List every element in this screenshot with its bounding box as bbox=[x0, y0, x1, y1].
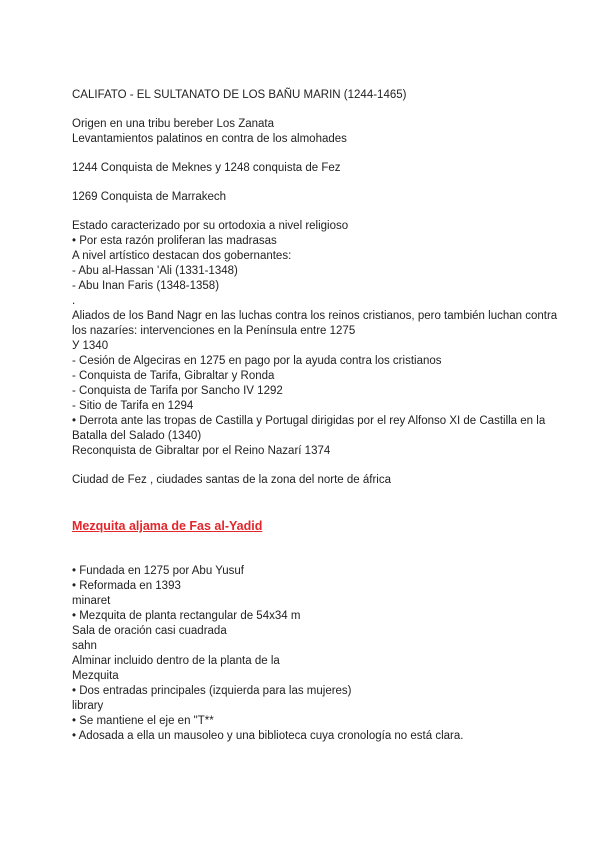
mosque-item: • Adosada a ella un mausoleo y una biblioteca cuya cronología no está clara. bbox=[72, 730, 464, 742]
mosque-item: Alminar incluido dentro de la planta de la bbox=[72, 655, 280, 667]
state-line: - Abu al-Hassan 'Ali (1331-1348) bbox=[72, 265, 238, 277]
mosque-item: Sala de oración casi cuadrada bbox=[72, 625, 227, 637]
alliances-paragraph: Aliados de los Band Nagr en las luchas contra los reinos cristianos, pero también luchan contra los nazaríes: intervenciones en la Península entre 1275 bbox=[72, 310, 558, 337]
alliances-item: - Sitio de Tarifa en 1294 bbox=[72, 400, 194, 412]
mosque-list bbox=[72, 564, 572, 744]
origin-line: Origen en una tribu bereber Los Zanata bbox=[72, 118, 275, 130]
defeat-paragraph: • Derrota ante las tropas de Castilla y Portugal dirigidas por el rey Alfonso XI de Castilla en la Batalla del Salado (1340) bbox=[72, 415, 546, 442]
mosque-item: library bbox=[72, 700, 104, 712]
alliances-item: - Conquista de Tarifa por Sancho IV 1292 bbox=[72, 385, 283, 397]
uprisings-line: Levantamientos palatinos en contra de los almohades bbox=[72, 133, 347, 145]
conquest-1244-line: 1244 Conquista de Meknes y 1248 conquista de Fez bbox=[72, 162, 341, 174]
document-body bbox=[72, 88, 572, 744]
mosque-item: • Fundada en 1275 por Abu Yusuf bbox=[72, 565, 244, 577]
mosque-item: sahn bbox=[72, 640, 97, 652]
alliances-item: У 1340 bbox=[72, 340, 109, 352]
alliances-list bbox=[72, 339, 572, 414]
alliances-item: - Conquista de Tarifa, Gibraltar y Ronda bbox=[72, 370, 275, 382]
mosque-item: • Se mantiene el eje en "T** bbox=[72, 715, 214, 727]
mosque-heading: Mezquita aljama de Fas al-Yadid bbox=[72, 519, 263, 533]
state-line: . bbox=[72, 295, 76, 307]
mosque-item: • Dos entradas principales (izquierda para las mujeres) bbox=[72, 685, 352, 697]
mosque-item: • Mezquita de planta rectangular de 54x34 m bbox=[72, 610, 301, 622]
state-line: - Abu Inan Faris (1348-1358) bbox=[72, 280, 220, 292]
reconquest-line: Reconquista de Gibraltar por el Reino Nazarí 1374 bbox=[72, 445, 331, 457]
conquest-1269-line: 1269 Conquista de Marrakech bbox=[72, 191, 227, 203]
mosque-item: Mezquita bbox=[72, 670, 119, 682]
fez-line: Ciudad de Fez , ciudades santas de la zona del norte de áfrica bbox=[72, 474, 392, 486]
mosque-item: minaret bbox=[72, 595, 111, 607]
state-line: • Por esta razón proliferan las madrasas bbox=[72, 235, 277, 247]
alliances-item: - Cesión de Algeciras en 1275 en pago por la ayuda contra los cristianos bbox=[72, 355, 442, 367]
state-line: Estado caracterizado por su ortodoxia a nivel religioso bbox=[72, 220, 349, 232]
document-title: CALIFATO - EL SULTANATO DE LOS BAÑU MARIN (1244-1465) bbox=[72, 89, 407, 101]
mosque-item: • Reformada en 1393 bbox=[72, 580, 181, 592]
state-section bbox=[72, 219, 572, 309]
state-line: A nivel artístico destacan dos gobernantes: bbox=[72, 250, 292, 262]
